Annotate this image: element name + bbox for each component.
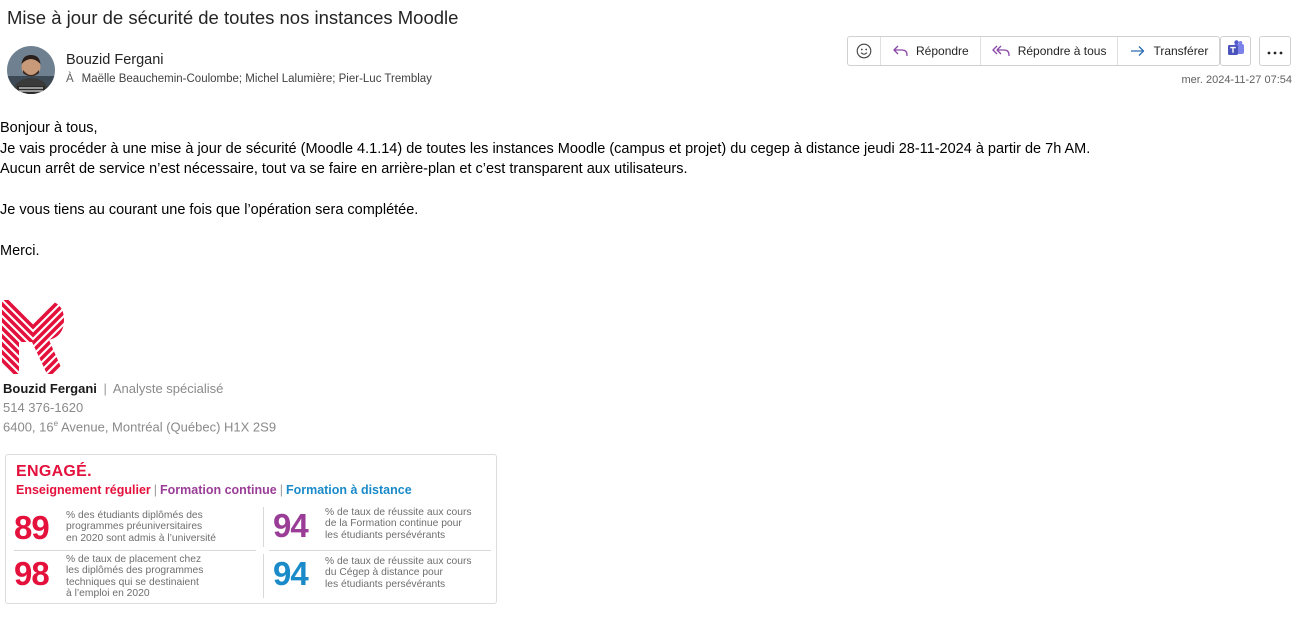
stat-4-description: % de taux de réussite aux cours du Cégep à distance pour les étudiants persévérants	[325, 556, 472, 590]
emoji-icon	[856, 43, 872, 59]
signature-address	[3, 419, 276, 434]
banner-sub-continue: Formation continue	[160, 483, 277, 497]
signature-name-line	[3, 381, 223, 396]
teams-chat-button[interactable]	[1220, 36, 1251, 66]
address-superscript: e	[53, 419, 59, 428]
more-icon	[1267, 42, 1283, 60]
stat-3-description: % de taux de placement chez les diplômés des programmes techniques qui se destinaient à l’emploi en 2020	[66, 554, 204, 599]
address-part-2: Avenue, Montréal (Québec) H1X 2S9	[58, 419, 277, 435]
email-subject: Mise à jour de sécurité de toutes nos instances Moodle	[7, 7, 459, 28]
forward-button[interactable]	[1117, 37, 1219, 65]
body-line-1: Je vais procéder à une mise à jour de sécurité (Moodle 4.1.14) de toutes les instances Moodle (campus et projet) du cegep à distance jeudi 28-11-2024 à partir de 7h AM.	[0, 140, 1091, 157]
stat-3-number: 98	[14, 555, 49, 592]
forward-label: Transférer	[1153, 44, 1209, 58]
reply-label: Répondre	[916, 44, 969, 58]
signature-phone: 514 376-1620	[3, 400, 84, 415]
more-actions-button[interactable]	[1259, 36, 1291, 66]
recipients-list[interactable]: Maëlle Beauchemin-Coulombe; Michel Lalumière; Pier-Luc Tremblay	[81, 73, 432, 85]
body-line-2: Aucun arrêt de service n’est nécessaire, tout va se faire en arrière-plan et c’est transparent aux utilisateurs.	[0, 161, 688, 177]
signature-name: Bouzid Fergani	[3, 381, 97, 396]
banner-sub-distance: Formation à distance	[285, 483, 412, 497]
forward-icon	[1129, 43, 1146, 59]
address-part-1: 6400, 16	[3, 419, 54, 435]
sender-name[interactable]: Bouzid Fergani	[66, 52, 164, 68]
body-greeting: Bonjour à tous,	[0, 120, 98, 136]
signature-title: Analyste spécialisé	[112, 381, 224, 396]
stat-2-number: 94	[273, 507, 308, 544]
reply-all-icon	[992, 43, 1011, 59]
emoji-reaction-button[interactable]	[848, 37, 880, 65]
sender-avatar[interactable]	[7, 46, 55, 94]
to-label: À	[66, 73, 74, 85]
reply-button[interactable]	[880, 37, 980, 65]
email-date: mer. 2024-11-27 07:54	[1181, 74, 1292, 86]
engage-banner	[5, 454, 497, 604]
banner-title: ENGAGÉ.	[16, 463, 92, 480]
signature-separator: |	[103, 381, 107, 396]
recipients-line	[66, 73, 432, 85]
body-line-3: Je vous tiens au courant une fois que l’opération sera complétée.	[0, 202, 419, 218]
banner-sub-regulier: Enseignement régulier	[16, 483, 151, 497]
body-thanks: Merci.	[0, 243, 40, 259]
stat-2-description: % de taux de réussite aux cours de la Formation continue pour les étudiants persévérants	[325, 507, 472, 541]
stat-4-number: 94	[273, 555, 308, 592]
email-body	[0, 118, 1090, 262]
banner-sep-2: |	[279, 483, 283, 497]
banner-subtitle	[16, 483, 412, 497]
stat-1-description: % des étudiants diplômés des programmes préuniversitaires en 2020 sont admis à l’université	[66, 510, 216, 544]
banner-sep-1: |	[153, 483, 158, 497]
message-actions-toolbar	[847, 36, 1220, 66]
reply-icon	[892, 43, 909, 59]
cegep-r-logo	[2, 300, 64, 374]
reply-all-label: Répondre à tous	[1017, 44, 1107, 58]
teams-icon	[1227, 40, 1245, 63]
reply-all-button[interactable]	[980, 37, 1118, 65]
stat-1-number: 89	[14, 509, 49, 546]
